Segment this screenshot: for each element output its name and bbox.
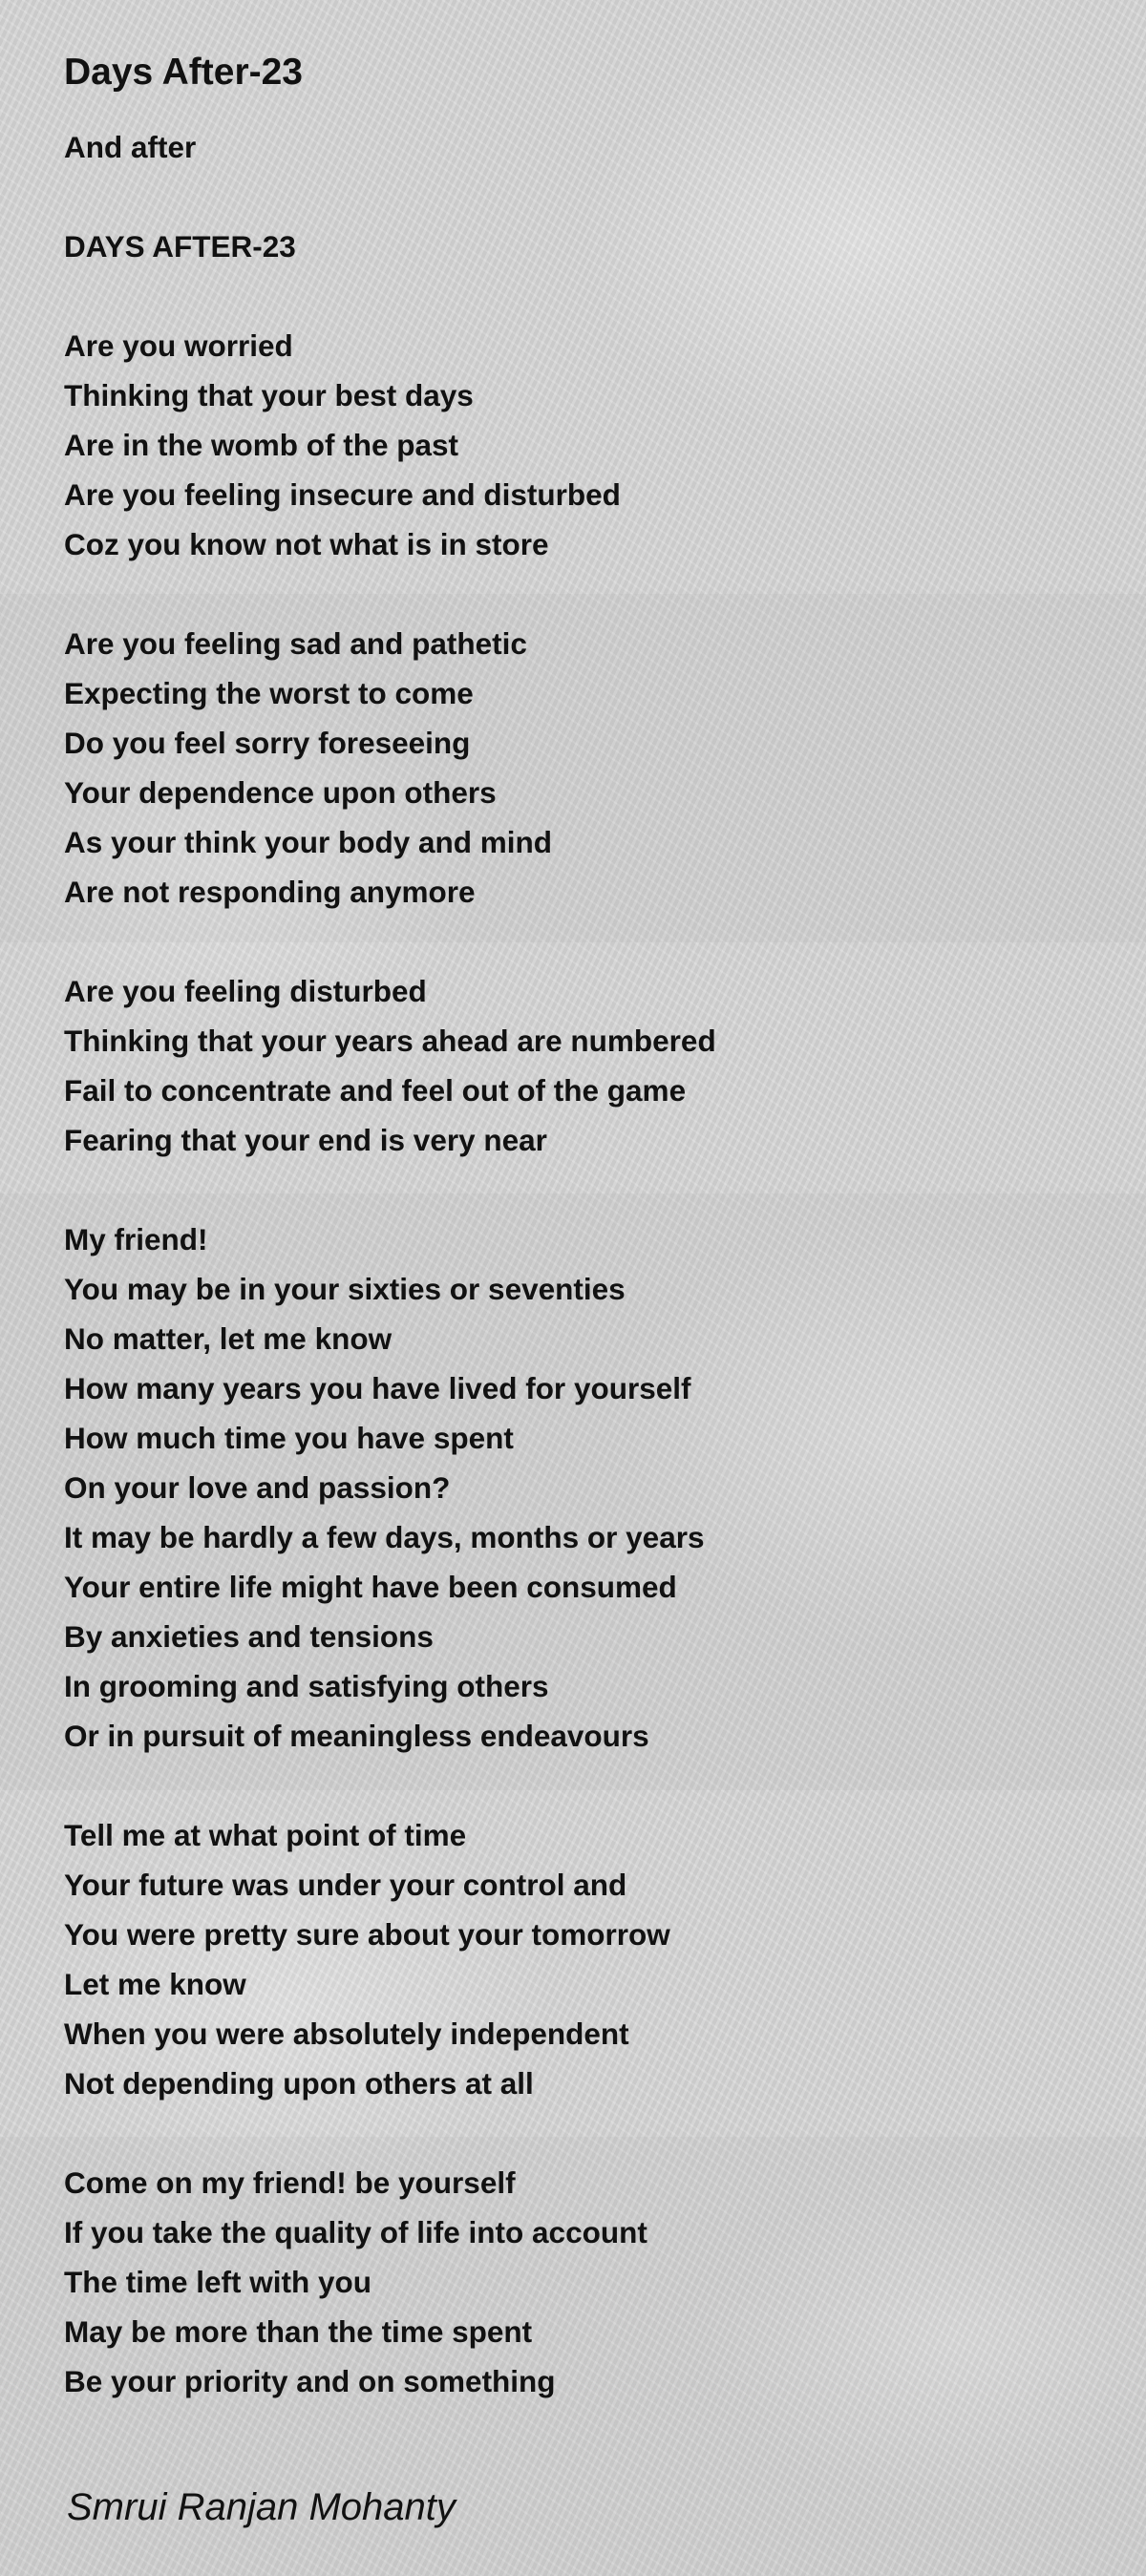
poem-title: Days After-23 (64, 52, 303, 93)
poem-line: The time left with you (64, 2265, 372, 2299)
poem-line: By anxieties and tensions (64, 1619, 434, 1654)
stanza (64, 1810, 1095, 2108)
poem-line: Your future was under your control and (64, 1868, 627, 1902)
poem-line: You were pretty sure about your tomorrow (64, 1917, 670, 1952)
poem-line: DAYS AFTER-23 (64, 229, 296, 264)
poem-line: Come on my friend! be yourself (64, 2165, 516, 2200)
stanza (64, 1214, 1095, 1761)
poem-line: Thinking that your best days (64, 378, 474, 412)
poem-line: Be your priority and on something (64, 2364, 556, 2398)
poem-line: As your think your body and mind (64, 825, 553, 859)
poem-line: Fearing that your end is very near (64, 1123, 547, 1157)
stanza (64, 321, 1095, 569)
poem-line: Your entire life might have been consumed (64, 1570, 677, 1604)
stanza-break (64, 1761, 1095, 1810)
poem-line: Are you worried (64, 328, 293, 363)
poem-line: Let me know (64, 1967, 246, 2001)
stanza-break (64, 271, 1095, 321)
poem-line: My friend! (64, 1222, 208, 1256)
stanza-break (64, 2108, 1095, 2158)
stanza (64, 122, 1095, 172)
stanza-break (64, 569, 1095, 619)
poem-line: On your love and passion? (64, 1470, 451, 1505)
poem-line: How much time you have spent (64, 1421, 514, 1455)
poet-name: Smrui Ranjan Mohanty (67, 2486, 456, 2528)
stanza (64, 222, 1095, 271)
poem-line: In grooming and satisfying others (64, 1669, 549, 1703)
stanza-break (64, 917, 1095, 966)
poem-line: Are in the womb of the past (64, 428, 459, 462)
stanza-break (64, 172, 1095, 222)
poem-body (64, 122, 1095, 2406)
poem-line: Thinking that your years ahead are numbered (64, 1024, 716, 1058)
poem-line: Are you feeling sad and pathetic (64, 626, 527, 661)
poem-line: If you take the quality of life into account (64, 2215, 647, 2249)
poem-line: Expecting the worst to come (64, 676, 474, 710)
poem-line: You may be in your sixties or seventies (64, 1272, 626, 1306)
stanza (64, 2158, 1095, 2406)
poem-line: How many years you have lived for yourself (64, 1371, 691, 1405)
stanza (64, 966, 1095, 1165)
poem-line: Tell me at what point of time (64, 1818, 467, 1852)
poem-line: Coz you know not what is in store (64, 527, 549, 561)
poem-line: Not depending upon others at all (64, 2066, 534, 2101)
poem-line: Or in pursuit of meaningless endeavours (64, 1719, 649, 1753)
poem-line: Your dependence upon others (64, 775, 497, 810)
poem-line: When you were absolutely independent (64, 2016, 629, 2051)
poem-line: Are you feeling disturbed (64, 974, 427, 1008)
stanza-break (64, 1165, 1095, 1214)
poem-line: Do you feel sorry foreseeing (64, 726, 471, 760)
poem-line: Fail to concentrate and feel out of the game (64, 1073, 687, 1108)
poem-line: And after (64, 130, 197, 164)
poem-line: No matter, let me know (64, 1321, 393, 1356)
poem-line: May be more than the time spent (64, 2314, 533, 2349)
poem (64, 42, 1095, 2406)
poem-line: Are you feeling insecure and disturbed (64, 477, 621, 512)
poem-line: Are not responding anymore (64, 875, 476, 909)
poem-line: It may be hardly a few days, months or years (64, 1520, 705, 1554)
stanza (64, 619, 1095, 917)
